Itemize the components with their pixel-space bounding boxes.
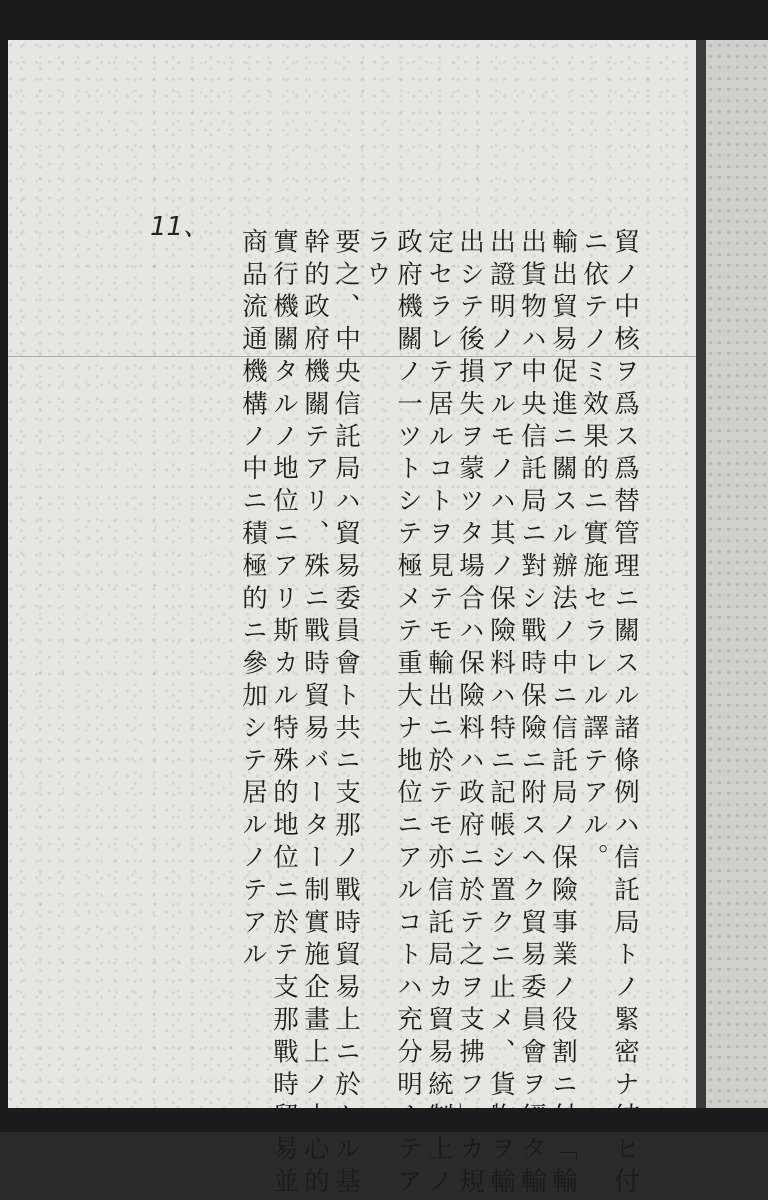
text-column-10: 要之、中央信託局ハ貿易委員會ト共ニ支那ノ戰時貿易上ニ於ケル基: [331, 228, 361, 1200]
text-column-6: 出シテ後損失ヲ蒙ツタ場合ハ保險料ハ政府ニ於テ之ヲ支拂フ」カ規: [455, 228, 485, 1200]
section-number: 11、: [150, 212, 210, 242]
text-column-12: 實行機關タルノ地位ニアリ斯カル特殊的地位ニ於テ支那戰時貿易並: [269, 228, 299, 1200]
text-column-8: 政府機關ノ一ツトシテ極メテ重大ナ地位ニアルコトハ充分明カテア: [393, 228, 423, 1200]
vertical-text-block: [230, 228, 640, 1200]
text-column-7: 定セラレテ居ルコトヲ見テモ輸出ニ於テモ亦信託局カ貿易統制上ノ: [424, 228, 454, 1200]
text-column-9: ラウ: [362, 228, 392, 293]
text-column-5: 出證明ノアルモノハ其ノ保險料ハ特ニ記帳シ置クニ止メ、貨物ヲ輸: [486, 228, 516, 1200]
text-column-2: ニ依テノミ效果的ニ實施セラレル譯テアル。: [579, 228, 609, 876]
next-page-edge: [696, 40, 768, 1108]
text-column-13: 商品流通機構ノ中ニ積極的ニ參加シテ居ルノテアル: [238, 228, 268, 974]
text-column-4: 出貨物ハ中央信託局ニ對シ戰時保險ニ附スヘク貿易委員會ヲ經タ輸: [517, 228, 547, 1200]
text-column-3: 輸出貿易促進ニ關スル辦法ノ中ニ信託局ノ保險事業ノ役割ニ付「輸: [548, 228, 578, 1200]
text-column-1: 貿ノ中核ヲ爲ス爲替管理ニ關スル諸條例ハ信託局トノ緊密ナ結ヒ付: [610, 228, 640, 1200]
text-column-11: 幹的政府機關テアリ、殊ニ戰時貿易バーター制實施企畫上ノ中心的: [300, 228, 330, 1200]
